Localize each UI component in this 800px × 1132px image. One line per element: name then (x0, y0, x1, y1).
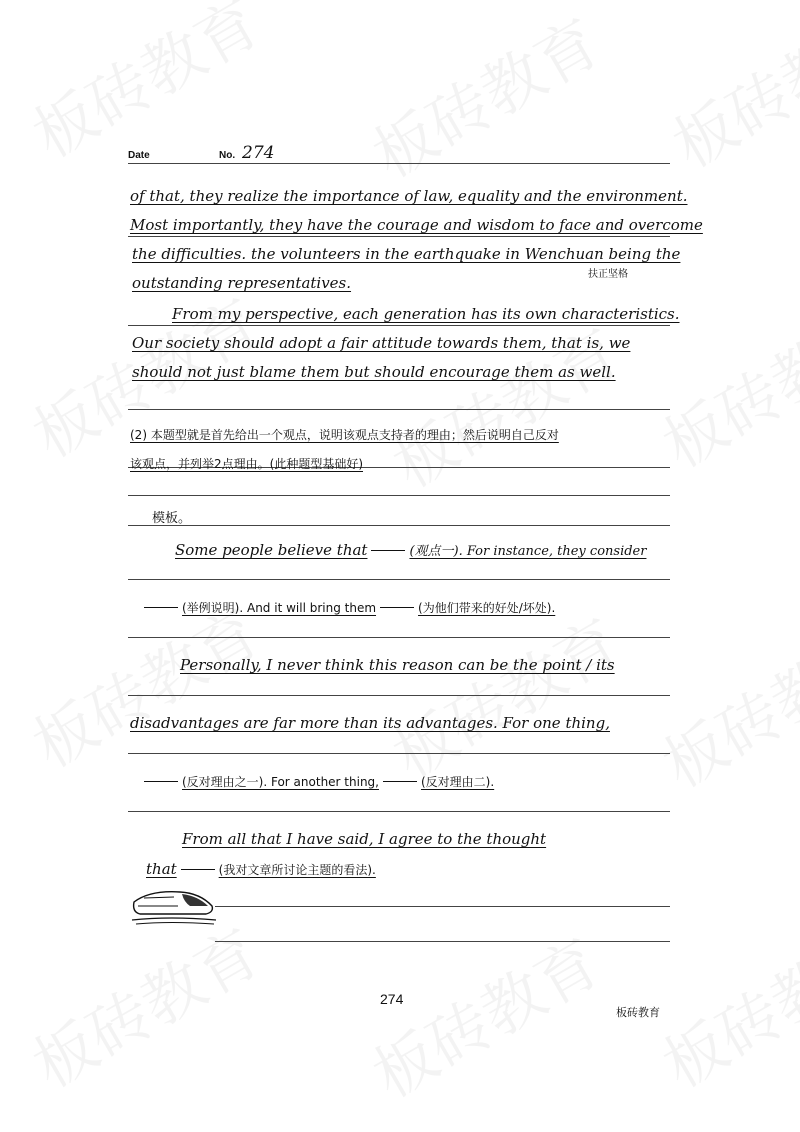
blank (371, 550, 405, 551)
ruled-line (128, 579, 670, 580)
ruled-line (128, 695, 670, 696)
watermark (354, 0, 613, 195)
essay-text: (反对理由二). (420, 775, 495, 789)
date-label: Date (128, 150, 150, 161)
no-label: No. (219, 150, 236, 161)
brand-label: 板砖教育 (616, 1006, 660, 1019)
ruled-line (128, 811, 670, 812)
ruled-line (215, 906, 670, 907)
essay-line: From my perspective, each generation has its own characteristics. (172, 305, 680, 323)
essay-text: (我对文章所讨论主题的看法). (218, 863, 376, 877)
no-value: 274 (242, 143, 275, 163)
watermark (354, 914, 613, 1115)
watermark (644, 904, 800, 1105)
essay-line: From all that I have said, I agree to the thought (182, 830, 547, 848)
essay-line: Personally, I never think this reason can be the point / its (180, 656, 615, 674)
essay-line: 模板。 (152, 511, 192, 526)
essay-line: of that, they realize the importance of law, equality and the environment. (130, 187, 688, 205)
ruled-line (128, 325, 670, 326)
margin-note: 扶正坚格 (588, 269, 628, 280)
watermark (654, 0, 800, 185)
ruled-line (128, 753, 670, 754)
ruled-line (128, 236, 670, 237)
ruled-line (128, 637, 670, 638)
blank (144, 607, 178, 608)
essay-line: Our society should adopt a fair attitude towards them, that is, we (132, 334, 631, 352)
train-doodle-icon (130, 880, 220, 928)
blank (144, 781, 178, 782)
essay-line (175, 541, 646, 561)
essay-text: (举例说明). And it will bring them (182, 601, 377, 615)
essay-line: Most importantly, they have the courage and wisdom to face and overcome (130, 216, 703, 234)
blank (380, 607, 414, 608)
essay-line: disadvantages are far more than its advantages. For one thing, (130, 714, 610, 732)
header-rule (128, 163, 670, 164)
essay-line: 该观点，并列举2点理由。(此种题型基础好) (130, 457, 363, 471)
blank (383, 781, 417, 782)
essay-text: Some people believe that (175, 541, 368, 559)
watermark (644, 604, 800, 805)
essay-line: outstanding representatives. (132, 274, 352, 292)
page-number: 274 (380, 991, 404, 1007)
watermark (14, 0, 273, 175)
essay-text: (观点一). For instance, they consider (409, 544, 647, 559)
essay-line (140, 598, 555, 617)
essay-text: that (146, 860, 177, 878)
watermark (14, 904, 273, 1105)
blank (181, 869, 215, 870)
essay-line (140, 772, 494, 791)
essay-line: (2) 本题型就是首先给出一个观点，说明该观点支持者的理由；然后说明自己反对 (130, 428, 559, 442)
essay-line (146, 860, 376, 879)
essay-text: (反对理由之一). For another thing, (182, 775, 379, 789)
ruled-line (128, 409, 670, 410)
essay-line: the difficulties. the volunteers in the earthquake in Wenchuan being the (132, 245, 681, 263)
essay-line: should not just blame them but should encourage them as well. (132, 363, 616, 381)
ruled-line (128, 525, 670, 526)
essay-text: (为他们带来的好处/坏处). (418, 601, 556, 615)
ruled-line (128, 495, 670, 496)
ruled-line (215, 941, 670, 942)
